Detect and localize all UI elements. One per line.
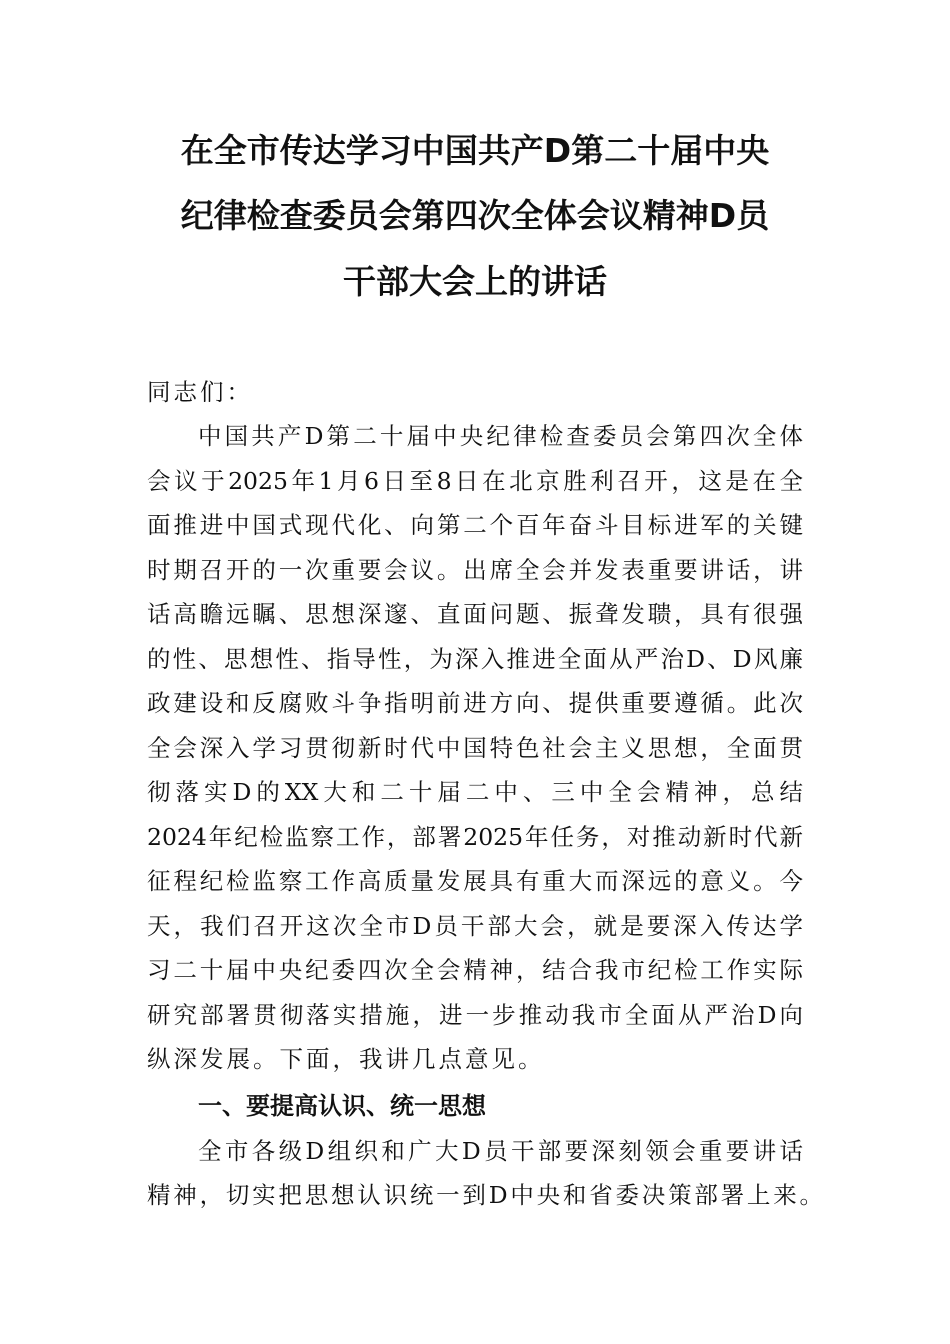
paragraph-line: 习二十届中央纪委四次全会精神，结合我市纪检工作实际: [147, 956, 803, 984]
title-line-2: 纪律检查委员会第四次全体会议精神D员: [180, 196, 770, 235]
paragraph-line: 精神，切实把思想认识统一到D中央和省委决策部署上来。: [147, 1181, 823, 1209]
section-heading-1: 一、要提高认识、统一思想: [198, 1092, 486, 1120]
paragraph-line: 中国共产D第二十届中央纪律检查委员会第四次全体: [198, 422, 803, 450]
paragraph-line: 天，我们召开这次全市D员干部大会，就是要深入传达学: [147, 912, 803, 940]
title-line-1: 在全市传达学习中国共产D第二十届中央: [180, 131, 770, 170]
title-line-3: 干部大会上的讲话: [343, 262, 607, 301]
paragraph-line: 时期召开的一次重要会议。出席全会并发表重要讲话，讲: [147, 556, 803, 584]
paragraph-line: 纵深发展。下面，我讲几点意见。: [147, 1045, 545, 1073]
paragraph-line: 彻落实D的XX大和二十届二中、三中全会精神，总结: [147, 778, 803, 806]
paragraph-line: 全市各级D组织和广大D员干部要深刻领会重要讲话: [198, 1137, 803, 1165]
salutation: 同志们：: [147, 378, 253, 406]
paragraph-line: 2024年纪检监察工作，部署2025年任务，对推动新时代新: [147, 823, 803, 851]
paragraph-line: 的性、思想性、指导性，为深入推进全面从严治D、D风廉: [147, 645, 803, 673]
paragraph-line: 全会深入学习贯彻新时代中国特色社会主义思想，全面贯: [147, 734, 803, 762]
paragraph-line: 政建设和反腐败斗争指明前进方向、提供重要遵循。此次: [147, 689, 803, 717]
paragraph-line: 面推进中国式现代化、向第二个百年奋斗目标进军的关键: [147, 511, 803, 539]
paragraph-line: 研究部署贯彻落实措施，进一步推动我市全面从严治D向: [147, 1001, 803, 1029]
paragraph-line: 会议于2025年1月6日至8日在北京胜利召开，这是在全: [147, 467, 803, 495]
paragraph-line: 话高瞻远瞩、思想深邃、直面问题、振聋发聩，具有很强: [147, 600, 803, 628]
paragraph-line: 征程纪检监察工作高质量发展具有重大而深远的意义。今: [147, 867, 803, 895]
